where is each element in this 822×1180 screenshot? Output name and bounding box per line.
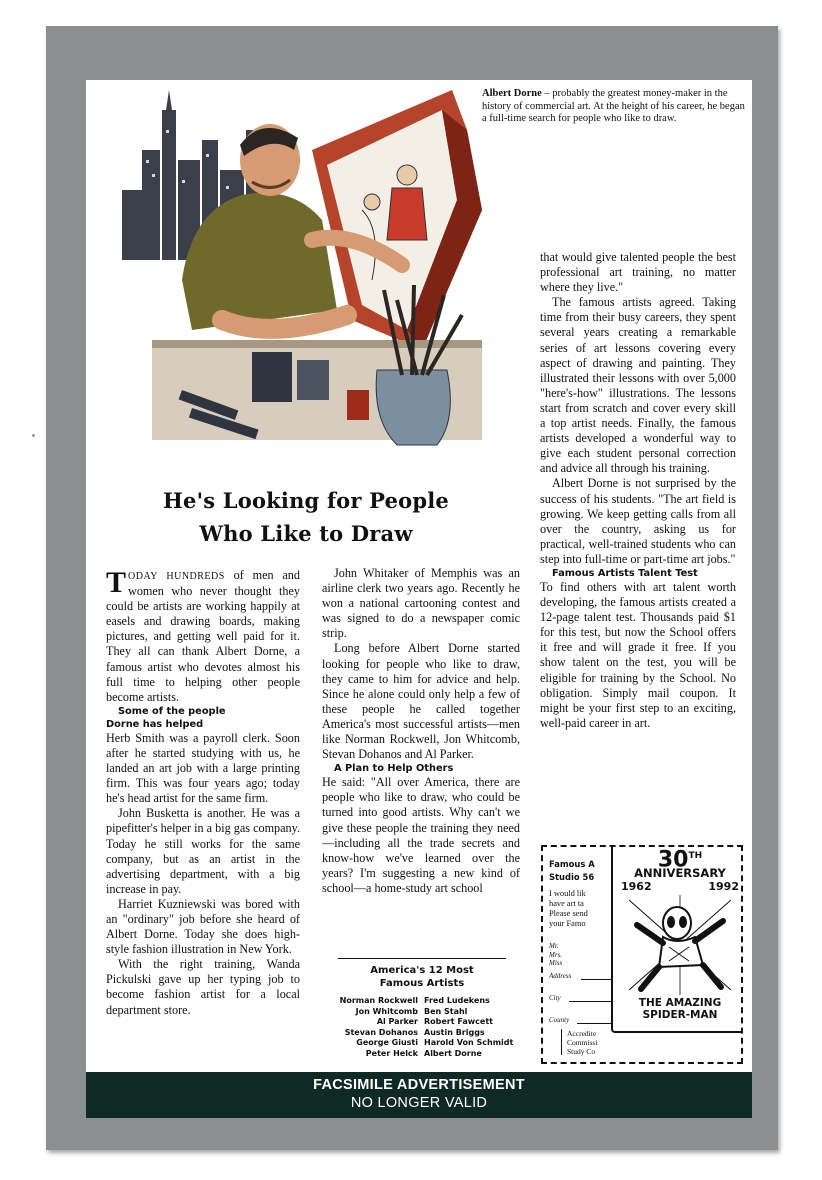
paragraph-not-surprised: Albert Dorne is not surprised by the success of his students. "The art field is growing. We keep getting calls from all over the country, asking us for practical, well-trained students who can step into full-time or part-time art jobs.": [540, 476, 736, 566]
coupon-line: I would lik: [549, 889, 586, 898]
artists-title-line-1: America's 12 Most: [370, 965, 474, 976]
paragraph-john-busketta: John Busketta is another. He was a pipefitter's helper in a big gas company. Today he still works for the same company, but as an artist in the advertising department, with a big increase in pay.: [106, 806, 300, 896]
artist-row: [318, 1007, 530, 1018]
coupon-title-1: Famous A: [549, 859, 595, 869]
coupon-county-label: County: [549, 1016, 570, 1024]
artist-name: Norman Rockwell: [339, 996, 418, 1005]
coupon-line: your Famo: [549, 919, 586, 928]
ad-headline: [96, 484, 516, 550]
badge-year-start: 1962: [621, 880, 652, 893]
artist-name: Al Parker: [376, 1017, 418, 1027]
mail-coupon: [541, 845, 743, 1064]
badge-title-line-1: THE AMAZING: [638, 997, 722, 1009]
badge-anniversary: ANNIVERSARY: [634, 866, 726, 880]
badge-title: [613, 997, 743, 1021]
artist-row: [318, 996, 530, 1007]
coupon-study: Study Co: [567, 1047, 596, 1056]
caption-text: – probably the greatest money-maker in the history of commercial art. At the height of his career, he began a full-time search for people who like to draw.: [482, 88, 745, 124]
intro-paragraph: [106, 568, 300, 705]
artist-name: Ben Stahl: [424, 1006, 468, 1016]
caption-name: Albert Dorne: [482, 88, 542, 99]
artists-list: [318, 996, 530, 1060]
body-column-3: [540, 250, 736, 731]
coupon-city-label: City: [549, 994, 561, 1002]
paragraph-wanda: With the right training, Wanda Pickulski gave up her typing job to become fashion artist for a local department store.: [106, 957, 300, 1017]
artist-row: [318, 1049, 530, 1060]
headline-line-2: Who Like to Draw: [199, 521, 413, 546]
body-column-1: [106, 568, 300, 1018]
intro-text: of men and women who never thought they could be artists are working happily at easels and drawing boards, making pictures, and getting well paid for it. They all can thank Albert Dorne, a famous artist who devotes almost his full time to helping other people become artists.: [106, 568, 300, 704]
coupon-side-rule: [561, 1029, 562, 1055]
paragraph-harriet: Harriet Kuzniewski was bored with an "ordinary" job before she heard of Albert Dorne. Today she does high-style fashion illustration in New York.: [106, 896, 300, 957]
coupon-line: Please send: [549, 909, 588, 918]
artists-title-line-2: Famous Artists: [379, 978, 465, 989]
coupon-commission: Commissi: [567, 1038, 598, 1047]
artist-name: Robert Fawcett: [424, 1017, 493, 1027]
paragraph-herb-smith: Herb Smith was a payroll clerk. Soon after he started studying with us, he landed an art job with a large printing firm. This was four years ago; today he's head artist for the same firm.: [106, 730, 300, 806]
badge-title-line-2: SPIDER-MAN: [642, 1009, 718, 1021]
headline-line-1: He's Looking for People: [163, 488, 449, 513]
coupon-title-2: Studio 56: [549, 872, 595, 882]
artists-divider: [338, 958, 506, 959]
paragraph-continued: that would give talented people the best professional art training, no matter where they live.": [540, 250, 736, 295]
body-column-2: [322, 566, 520, 896]
facsimile-subtitle: NO LONGER VALID: [350, 1095, 488, 1111]
albert-dorne-illustration: [122, 90, 502, 462]
illustration-caption: [482, 88, 752, 126]
badge-suffix: TH: [688, 851, 703, 861]
subhead-plan: A Plan to Help Others: [334, 763, 454, 775]
city-line: [569, 1001, 617, 1002]
coupon-line: have art ta: [549, 899, 584, 908]
artist-name: Peter Helck: [365, 1048, 418, 1058]
subhead-line-2: Dorne has helped: [106, 718, 204, 730]
artist-name: Fred Ludekens: [424, 996, 490, 1005]
paragraph-artists-agreed: The famous artists agreed. Taking time from their busy careers, they spent several years creating a remarkable series of art lessons covering every aspect of drawing and painting. They illustrated their lessons with over 5,000 "here's-how" illustrations. The lessons start from scratch and cover every skill a top artist needs. Finally, the famous artists developed a wonderful way to give each student personal correction and advice all through his training.: [540, 295, 736, 476]
artist-name: Austin Briggs: [424, 1027, 485, 1037]
artist-name: Harold Von Schmidt: [424, 1038, 514, 1048]
badge-years: [613, 880, 743, 893]
artist-row: [318, 1038, 530, 1049]
artist-row: [318, 1028, 530, 1039]
paragraph-talent-test: To find others with art talent worth developing, the famous artists created a 12-page talent test. Thousands paid $1 for this test, but now the School offers it free and will grade it free. If you show talent on the test, you will be eligible for training by the School. No obligation. Simply mail coupon. It might be your first step to an exciting, well-paid career in art.: [540, 579, 736, 730]
coupon-mr: Mr.: [549, 942, 559, 950]
facsimile-title: FACSIMILE ADVERTISEMENT: [313, 1077, 525, 1093]
dust-speck: [32, 434, 35, 437]
coupon-miss: Miss: [549, 959, 563, 967]
drop-cap: T: [106, 566, 127, 599]
artist-row: [318, 1017, 530, 1028]
artist-name: George Giusti: [356, 1038, 418, 1048]
30th-anniversary-badge: [611, 845, 743, 1033]
artists-title: [322, 964, 522, 990]
paragraph-long-before: Long before Albert Dorne started looking for people who like to draw, they came to him for advice and help. Since he alone could only help a few of these people he called together America's most successful artists—men like Norman Rockwell, Jon Whitcomb, Stevan Dohanos and Al Parker.: [322, 641, 520, 762]
facsimile-banner: [86, 1072, 752, 1118]
paragraph-john-whitaker: John Whitaker of Memphis was an airline clerk two years ago. Recently he won a national cartooning contest and was signed to do a newspaper comic strip.: [322, 566, 520, 641]
coupon-address-label: Address: [549, 972, 572, 980]
badge-year-end: 1992: [708, 880, 739, 893]
subhead-people-helped: [106, 705, 300, 731]
spider-man-icon: [619, 895, 741, 995]
coupon-mrs: Mrs.: [549, 951, 563, 959]
artist-name: Jon Whitcomb: [355, 1006, 418, 1016]
subhead-talent-test: Famous Artists Talent Test: [552, 567, 698, 579]
paragraph-he-said: He said: "All over America, there are people who like to draw, who could be turned into good artists. Why can't we give these people the training they need—including all the trade secrets and know-how we've learned over the years? I'm suggesting a new kind of school—a home-study art school: [322, 775, 520, 895]
badge-30: 30: [657, 847, 689, 873]
artist-name: Albert Dorne: [424, 1048, 482, 1058]
artist-name: Stevan Dohanos: [344, 1027, 418, 1037]
advertisement-page: [86, 80, 752, 1118]
intro-lead: ODAY HUNDREDS: [128, 571, 225, 582]
subhead-line-1: Some of the people: [118, 705, 226, 717]
coupon-accredited: Accredite: [567, 1029, 597, 1038]
